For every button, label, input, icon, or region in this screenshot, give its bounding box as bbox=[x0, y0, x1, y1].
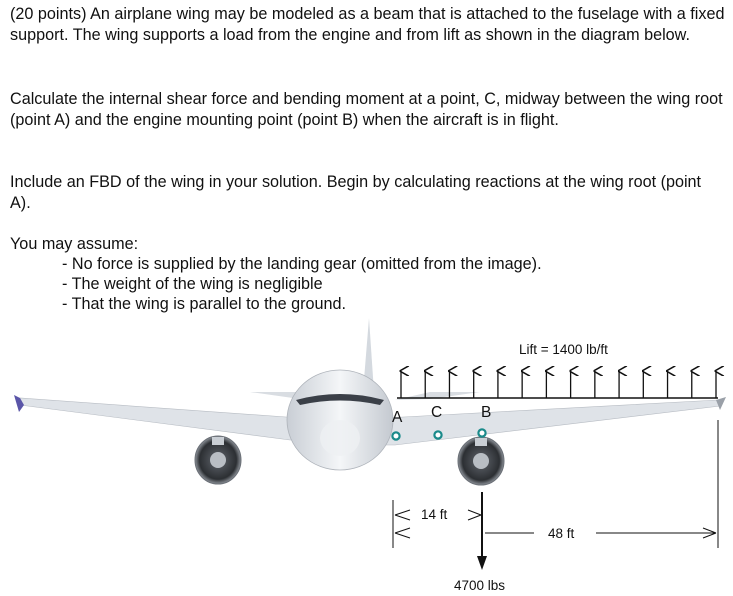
engine-right-hub bbox=[473, 453, 489, 469]
point-a-marker bbox=[392, 432, 399, 439]
dim-ab-label: 14 ft bbox=[421, 507, 448, 522]
assumptions-heading: You may assume: bbox=[10, 235, 139, 253]
lift-label: Lift = 1400 lb/ft bbox=[519, 342, 608, 357]
point-a-label: A bbox=[392, 409, 403, 426]
winglet-left bbox=[14, 395, 24, 412]
stabilizer-right bbox=[395, 392, 480, 400]
point-b-label: B bbox=[481, 404, 492, 421]
winglet-right bbox=[716, 397, 726, 410]
point-b-marker bbox=[478, 429, 485, 436]
problem-task: Calculate the internal shear force and bending moment at a point, C, midway between the wing root (point A) and the engine mounting point (point B) when the aircraft is in flight. bbox=[10, 90, 723, 129]
dim-arrowhead-right bbox=[468, 510, 481, 520]
assumption-item: - That the wing is parallel to the ground. bbox=[62, 295, 347, 313]
problem-fbd-instruction: Include an FBD of the wing in your solution. Begin by calculating reactions at the wing root (point A). bbox=[10, 173, 702, 212]
problem-intro: (20 points) An airplane wing may be modeled as a beam that is attached to the fuselage with a fixed support. The wing supports a load from the engine and from lift as shown in the diagram below. bbox=[10, 5, 725, 44]
point-c-marker bbox=[434, 431, 441, 438]
assumption-item: - No force is supplied by the landing gear (omitted from the image). bbox=[62, 255, 542, 273]
engine-load-label: 4700 lbs bbox=[454, 578, 506, 593]
nose-cone bbox=[320, 420, 360, 456]
dimension-48ft bbox=[485, 526, 716, 541]
dimension-14ft bbox=[395, 507, 481, 522]
wing-left bbox=[20, 398, 300, 440]
engine-load bbox=[454, 492, 505, 593]
pylon-right bbox=[475, 438, 487, 446]
point-c-label: C bbox=[431, 404, 443, 421]
dim-arrowhead-left bbox=[395, 510, 410, 520]
pylon-left bbox=[212, 437, 224, 445]
engine-load-arrowhead bbox=[477, 556, 487, 570]
lift-load bbox=[397, 342, 718, 398]
dim-span-label: 48 ft bbox=[548, 526, 575, 541]
airplane-image bbox=[14, 318, 726, 485]
engine-left-hub bbox=[210, 452, 226, 468]
assumption-item: - The weight of the wing is negligible bbox=[62, 275, 323, 293]
dim-arrowhead-start-48 bbox=[395, 528, 410, 538]
